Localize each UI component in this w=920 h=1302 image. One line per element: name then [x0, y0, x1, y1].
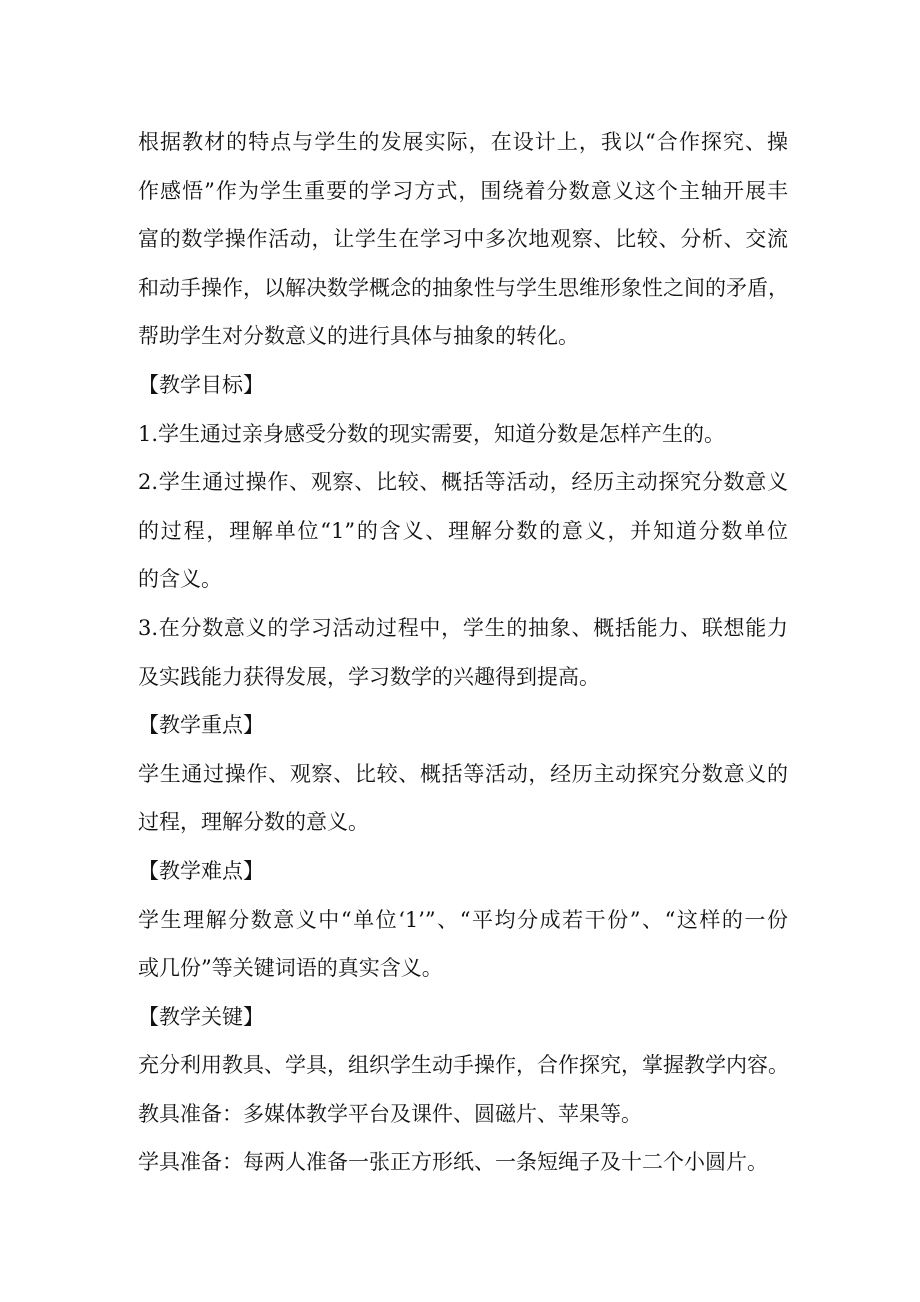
goal-3-text-line: 3.在分数意义的学习活动过程中，学生的抽象、概括能力、联想能力 — [138, 615, 788, 640]
teaching-goals-heading: 【教学目标】 — [138, 372, 264, 397]
document-body — [138, 118, 788, 1187]
teacher-aids-text: 教具准备：多媒体教学平台及课件、圆磁片、苹果等。 — [138, 1101, 642, 1126]
intro-paragraph-line: 帮助学生对分数意义的进行具体与抽象的转化。 — [138, 324, 579, 349]
intro-paragraph-line: 作感悟”作为学生重要的学习方式，围绕着分数意义这个主轴开展丰 — [138, 178, 788, 203]
goal-2-text-line: 的过程，理解单位“1”的含义、理解分数的意义，并知道分数单位 — [138, 518, 788, 543]
key-points-heading: 【教学重点】 — [138, 713, 264, 738]
teaching-key-text: 充分利用教具、学具，组织学生动手操作，合作探究，掌握教学内容。 — [138, 1053, 789, 1078]
intro-paragraph-line: 根据教材的特点与学生的发展实际，在设计上，我以“合作探究、操 — [138, 130, 788, 154]
teaching-key-heading: 【教学关键】 — [138, 1004, 264, 1029]
difficulty-heading: 【教学难点】 — [138, 858, 264, 883]
difficulty-text-line: 学生理解分数意义中“单位‘1’”、“平均分成若干份”、“这样的一份 — [138, 907, 788, 932]
goal-2-text-line: 的含义。 — [138, 567, 222, 592]
goal-3-text-line: 及实践能力获得发展，学习数学的兴趣得到提高。 — [138, 664, 600, 689]
key-points-text-line: 过程，理解分数的意义。 — [138, 810, 369, 835]
goal-1-text: 1.学生通过亲身感受分数的现实需要，知道分数是怎样产生的。 — [138, 421, 726, 446]
goal-2-text-line: 2.学生通过操作、观察、比较、概括等活动，经历主动探究分数意义 — [138, 470, 788, 495]
intro-paragraph-line: 富的数学操作活动，让学生在学习中多次地观察、比较、分析、交流 — [138, 227, 788, 252]
intro-paragraph-line: 和动手操作，以解决数学概念的抽象性与学生思维形象性之间的矛盾， — [138, 275, 789, 300]
difficulty-text-line: 或几份”等关键词语的真实含义。 — [138, 956, 443, 981]
key-points-text-line: 学生通过操作、观察、比较、概括等活动，经历主动探究分数意义的 — [138, 761, 788, 786]
student-aids-text: 学具准备：每两人准备一张正方形纸、一条短绳子及十二个小圆片。 — [138, 1150, 768, 1175]
